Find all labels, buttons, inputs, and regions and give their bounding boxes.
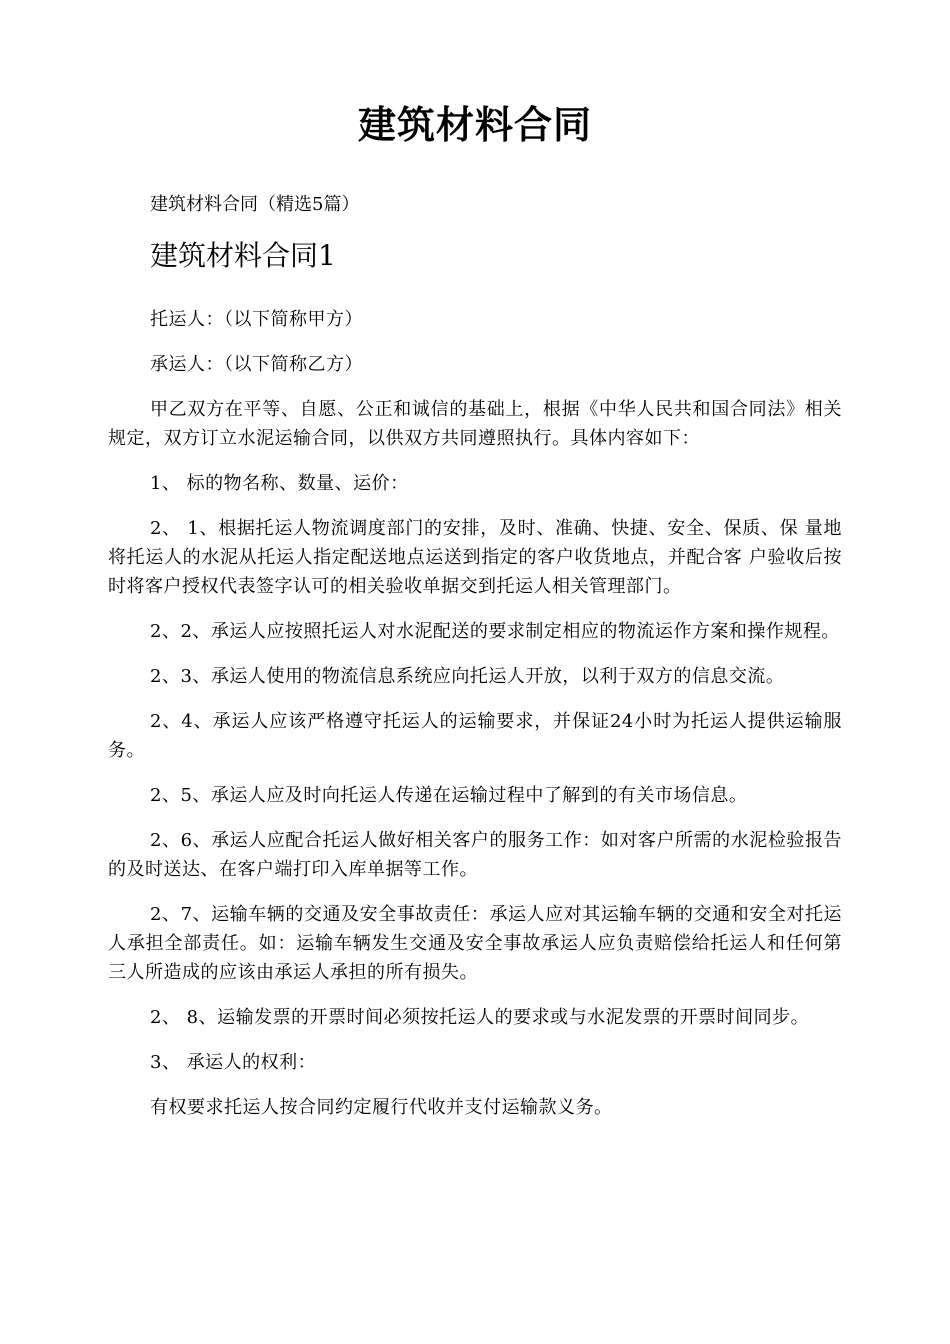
paragraph-clause-2-2: 2、2、承运人应按照托运人对水泥配送的要求制定相应的物流运作方案和操作规程。 [150,621,840,642]
paragraph-clause-3: 3、 承运人的权利： [150,1052,317,1073]
paragraph-clause-2-6: 2、6、承运人应配合托运人做好相关客户的服务工作：如对客户所需的水泥检验报告的及时送达、在客户端打印入库单据等工作。 [108,830,842,880]
document-subtitle: 建筑材料合同（精选5篇） [150,194,360,215]
paragraph-clause-1: 1、 标的物名称、数量、运价： [150,473,409,494]
paragraph-clause-2-8: 2、 8、运输发票的开票时间必须按托运人的要求或与水泥发票的开票时间同步。 [150,1007,810,1028]
document-title: 建筑材料合同 [357,102,592,147]
paragraph-clause-2-7: 2、7、运输车辆的交通及安全事故责任：承运人应对其运输车辆的交通和安全对托运人承担全部责任。如：运输车辆发生交通及安全事故承运人应负责赔偿给托运人和任何第三人所造成的应该由承运人承担的所有损失。 [108,904,842,983]
section-heading: 建筑材料合同1 [150,239,336,272]
paragraph-clause-2-4: 2、4、承运人应该严格遵守托运人的运输要求，并保证24小时为托运人提供运输服务。 [108,711,842,761]
paragraph-carrier-right: 有权要求托运人按合同约定履行代收并支付运输款义务。 [150,1097,613,1118]
paragraph-preamble: 甲乙双方在平等、自愿、公正和诚信的基础上，根据《中华人民共和国合同法》相关规定，双方订立水泥运输合同，以供双方共同遵照执行。具体内容如下： [108,399,842,449]
paragraph-carrier: 承运人：（以下简称乙方） [150,354,363,375]
paragraph-clause-2-1: 2、 1、根据托运人物流调度部门的安排，及时、准确、快捷、安全、保质、保 量地将托运人的水泥从托运人指定配送地点运送到指定的客户收货地点，并配合客 户验收后按时将客户授权代表签字认可的相关验收单据交到托运人相关管理部门。 [108,518,842,597]
paragraph-clause-2-5: 2、5、承运人应及时向托运人传递在运输过程中了解到的有关市场信息。 [150,785,748,806]
paragraph-clause-2-3: 2、3、承运人使用的物流信息系统应向托运人开放，以利于双方的信息交流。 [150,666,785,687]
document-body [108,305,842,1138]
paragraph-shipper: 托运人：（以下简称甲方） [150,309,363,330]
